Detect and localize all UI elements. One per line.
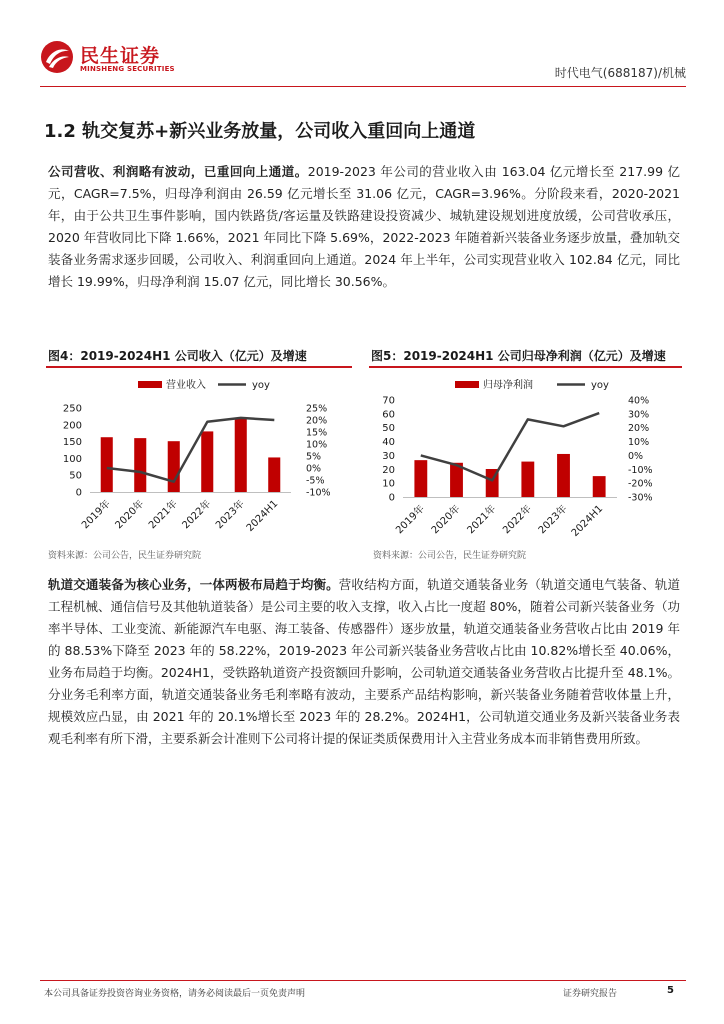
figure-4-title: 图4：2019-2024H1 公司收入（亿元）及增速 (48, 349, 307, 363)
legend-line-label: yoy (591, 380, 609, 391)
net-profit-chart-svg (369, 370, 682, 548)
data-bar (268, 457, 280, 492)
right-axis-tick-label: 0% (306, 463, 322, 475)
paragraph-body: 营收结构方面，轨道交通装备业务（轨道交通电气装备、轨道工程机械、通信信号及其他轨道装备）是公司主要的收入支撑，收入占比一度超 80%，随着公司新兴装备业务（功率半导体、工业变流、新能源汽车电驱、海工装备、传感器件）逐步放量，轨道交通装备业务营收占比由 2019 年的 88.53%下降至 2023 年的 58.22%，2019-2023 年公司新兴装备业务营收占比由 10.82%增长至 40.06%，业务布局趋于均衡。2024H1，受铁路轨道资产投资额回升影响，公司轨道交通装备业务营收占比提升至 48.1%。分业务毛利率方面，轨道交通装备业务毛利率略有波动，主要系产品结构影响，新兴装备业务随着营收体量上升，规模效应凸显，由 2021 年的 20.1%增长至 2023 年的 28.2%。2024H1，公司轨道交通业务及新兴装备业务表观毛利率有所下滑，主要系新会计准则下公司将计提的保证类质保费用计入主营业务成本而非销售费用所致。 (48, 577, 680, 746)
x-axis-tick-label: 2019年 (394, 503, 427, 537)
figure-4-rule (46, 366, 352, 368)
page-header (40, 40, 686, 86)
stock-label: 时代电气(688187)/机械 (554, 66, 686, 80)
x-axis-tick-label: 2022年 (180, 498, 214, 532)
brand-name-en: MINSHENG SECURITIES (80, 65, 175, 73)
left-axis-tick-label: 200 (62, 420, 82, 432)
data-bar (101, 437, 113, 492)
left-axis-tick-label: 250 (62, 403, 82, 415)
yoy-line (107, 418, 274, 482)
x-axis-tick-label: 2021年 (147, 498, 180, 532)
legend-bar-swatch (455, 381, 479, 388)
x-axis-tick-label: 2024H1 (569, 503, 606, 539)
left-axis-tick-label: 10 (382, 478, 395, 490)
left-axis-tick-label: 30 (382, 450, 395, 462)
paragraph-lead: 轨道交通装备为核心业务，一体两极布局趋于均衡。 (48, 577, 339, 592)
paragraph-lead: 公司营收、利润略有波动，已重回向上通道。 (48, 164, 308, 179)
right-axis-tick-label: 30% (628, 409, 650, 421)
left-axis-tick-label: 0 (75, 487, 82, 499)
x-axis-tick-label: 2021年 (465, 503, 499, 537)
left-axis-tick-label: 70 (382, 395, 395, 407)
revenue-chart-svg (46, 370, 352, 548)
section-title: 1.2 轨交复苏+新兴业务放量，公司收入重回向上通道 (44, 121, 476, 142)
data-bar (134, 438, 146, 492)
paragraph-revenue-profit (48, 161, 680, 293)
legend-bar-label: 营业收入 (166, 380, 206, 391)
paragraph-business-structure (48, 574, 680, 750)
right-axis-tick-label: -20% (628, 478, 653, 490)
data-bar (414, 460, 427, 497)
x-axis-tick-label: 2020年 (113, 498, 147, 532)
right-axis-tick-label: -5% (306, 475, 325, 487)
figure-5-source: 资料来源：公司公告，民生证券研究院 (373, 551, 527, 561)
page-number: 5 (667, 985, 674, 996)
yoy-line (421, 413, 599, 480)
paragraph-body: 2019-2023 年公司的营业收入由 163.04 亿元增长至 217.99 亿元，CAGR=7.5%，归母净利润由 26.59 亿元增长至 31.06 亿元，CAGR=3.96%。分阶段来看，2020-2021 年，由于公共卫生事件影响，国内铁路货/客运量及铁路建设投资减少、城轨建设规划进度放缓，公司营收承压，2020 年营收同比下降 1.66%，2021 年同比下降 5.69%，2022-2023 年随着新兴装备业务逐步放量，叠加轨交装备业务需求逐步回暖，公司收入、利润重回向上通道。2024 年上半年，公司实现营业收入 102.84 亿元，同比增长 19.99%，归母净利润 15.07 亿元，同比增长 30.56%。 (48, 164, 680, 289)
header-divider (40, 86, 686, 87)
revenue-chart (46, 370, 352, 548)
legend-bar-label: 归母净利润 (483, 380, 533, 391)
right-axis-tick-label: -10% (306, 487, 331, 499)
right-axis-tick-label: 10% (306, 439, 328, 451)
data-bar (593, 476, 606, 497)
left-axis-tick-label: 50 (69, 470, 82, 482)
left-axis-tick-label: 60 (382, 409, 395, 421)
left-axis-tick-label: 100 (62, 453, 82, 465)
figure-5-rule (369, 366, 682, 368)
x-axis-tick-label: 2023年 (214, 498, 247, 532)
data-bar (201, 431, 213, 492)
data-bar (521, 462, 534, 497)
x-axis-tick-label: 2024H1 (244, 498, 281, 534)
footer-report-type: 证券研究报告 (563, 989, 618, 999)
net-profit-chart (369, 370, 682, 548)
minsheng-logo-icon (40, 40, 74, 74)
figure-4-source: 资料来源：公司公告，民生证券研究院 (48, 551, 202, 561)
right-axis-tick-label: 40% (628, 395, 650, 407)
right-axis-tick-label: 10% (628, 437, 650, 449)
x-axis-tick-label: 2020年 (429, 503, 463, 537)
left-axis-tick-label: 50 (382, 423, 395, 435)
footer-divider (40, 980, 686, 981)
right-axis-tick-label: -10% (628, 464, 653, 476)
x-axis-tick-label: 2019年 (80, 498, 113, 532)
left-axis-tick-label: 40 (382, 437, 395, 449)
right-axis-tick-label: 5% (306, 451, 322, 463)
legend-bar-swatch (138, 381, 162, 388)
data-bar (557, 454, 570, 497)
x-axis-tick-label: 2022年 (501, 503, 534, 537)
left-axis-tick-label: 150 (62, 437, 82, 449)
data-bar (168, 441, 180, 492)
x-axis-tick-label: 2023年 (536, 503, 570, 537)
right-axis-tick-label: 20% (306, 415, 328, 427)
figure-5-title: 图5：2019-2024H1 公司归母净利润（亿元）及增速 (371, 349, 666, 363)
data-bar (235, 419, 247, 492)
legend-line-label: yoy (252, 380, 270, 391)
brand-name-cn: 民生证券 (80, 45, 161, 67)
right-axis-tick-label: 15% (306, 427, 328, 439)
right-axis-tick-label: 20% (628, 423, 650, 435)
footer-disclaimer: 本公司具备证券投资咨询业务资格，请务必阅读最后一页免责声明 (44, 989, 306, 999)
right-axis-tick-label: 0% (628, 450, 644, 462)
right-axis-tick-label: 25% (306, 403, 328, 415)
left-axis-tick-label: 20 (382, 464, 395, 476)
left-axis-tick-label: 0 (388, 492, 395, 504)
brand-logo (40, 40, 210, 80)
right-axis-tick-label: -30% (628, 492, 653, 504)
